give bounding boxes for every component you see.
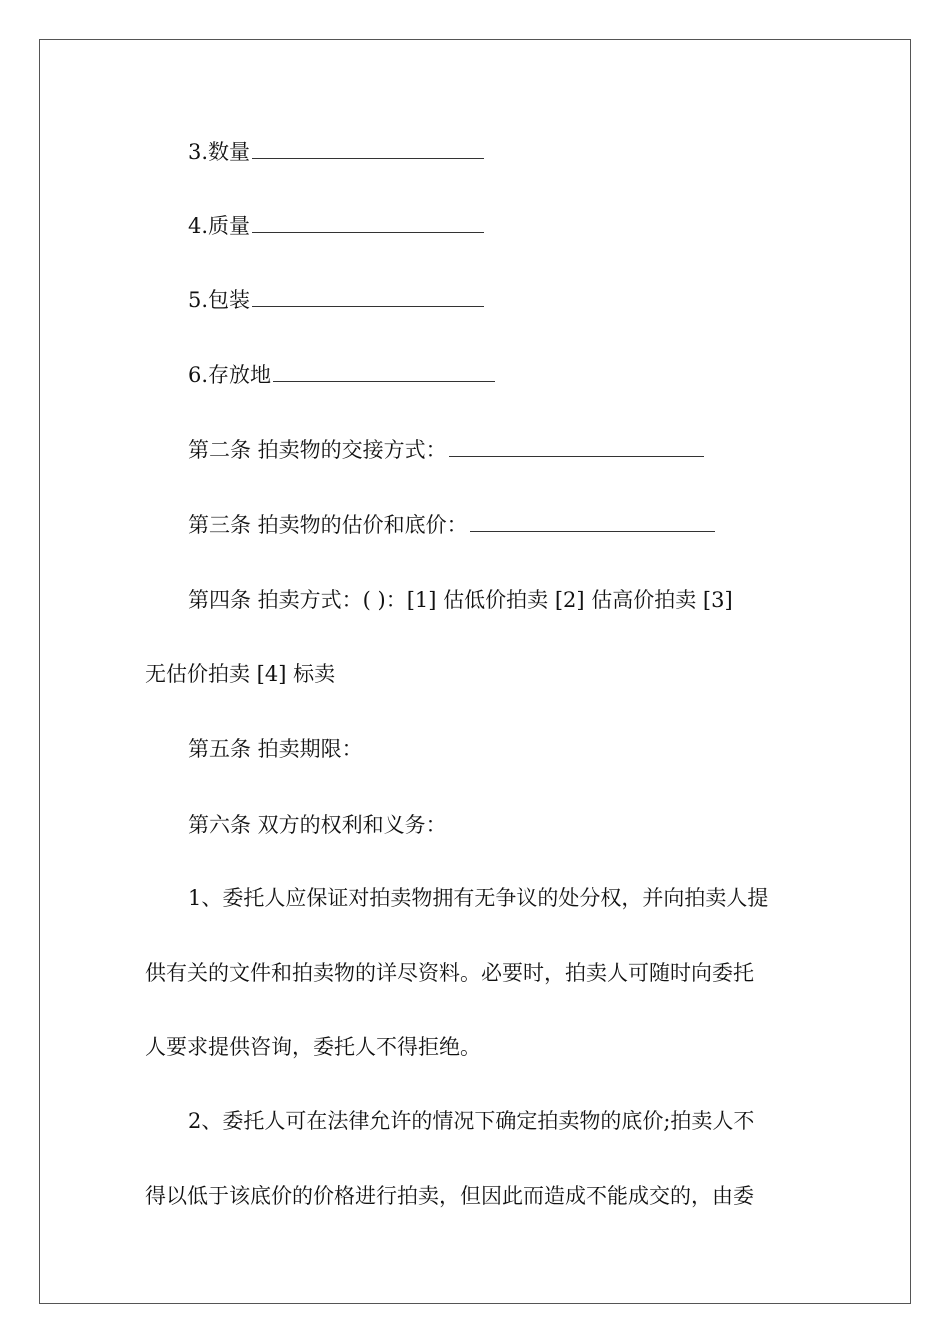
article-3-text: 第三条 拍卖物的估价和底价：	[188, 513, 468, 537]
article-2-blank-line	[449, 438, 704, 457]
item-quantity-row	[188, 137, 484, 167]
article-6-text: 第六条 双方的权利和义务：	[188, 813, 447, 837]
packaging-blank-line	[252, 288, 484, 307]
clause-1-line-1: 1、委托人应保证对拍卖物拥有无争议的处分权，并向拍卖人提	[188, 886, 769, 910]
quality-blank-line	[252, 214, 484, 233]
article-3-blank-line	[470, 513, 715, 532]
clause-2-line-2: 得以低于该底价的价格进行拍卖，但因此而造成不能成交的，由委	[145, 1184, 754, 1208]
clause-2-line-1: 2、委托人可在法律允许的情况下确定拍卖物的底价;拍卖人不	[188, 1109, 755, 1133]
article-2-text: 第二条 拍卖物的交接方式：	[188, 438, 447, 462]
item-storage-row	[188, 360, 495, 390]
article-4-line-2: 无估价拍卖 [4] 标卖	[145, 662, 336, 686]
item-quality-label: 4.质量	[188, 214, 251, 238]
article-4-line-1: 第四条 拍卖方式：( )：[1] 估低价拍卖 [2] 估高价拍卖 [3]	[188, 588, 733, 612]
article-3-row	[188, 510, 715, 540]
item-packaging-label: 5.包装	[188, 288, 251, 312]
storage-blank-line	[273, 363, 495, 382]
clause-1-line-3: 人要求提供咨询，委托人不得拒绝。	[145, 1035, 481, 1059]
clause-1-line-2: 供有关的文件和拍卖物的详尽资料。必要时，拍卖人可随时向委托	[145, 961, 754, 985]
item-storage-label: 6.存放地	[188, 363, 272, 387]
item-quantity-label: 3.数量	[188, 140, 251, 164]
item-quality-row	[188, 211, 484, 241]
quantity-blank-line	[252, 140, 484, 159]
article-5-text: 第五条 拍卖期限：	[188, 737, 363, 761]
item-packaging-row	[188, 285, 484, 315]
article-2-row	[188, 435, 704, 465]
